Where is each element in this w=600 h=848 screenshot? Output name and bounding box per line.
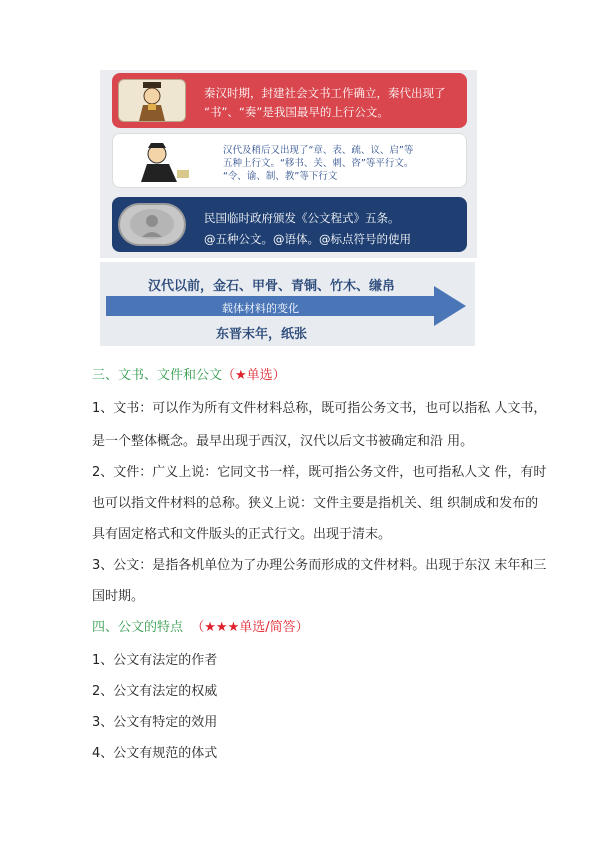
- paragraph-line: 3、公文：是指各机单位为了办理公务而形成的文件材料。出现于东汉 末年和三: [92, 558, 547, 573]
- carrier-material-figure: [100, 262, 475, 346]
- list-item: 3、公文有特定的效用: [92, 715, 218, 730]
- section-heading-4: [92, 616, 309, 635]
- card-text-line: 民国临时政府颁发《公文程式》五条。: [204, 211, 400, 225]
- paper-era-text: 东晋末年，纸张: [216, 327, 308, 342]
- paragraph-line: 1、文书：可以作为所有文件材料总称，既可指公务文书，也可以指私 人文书，: [92, 401, 547, 416]
- list-item: 1、公文有法定的作者: [92, 653, 218, 668]
- republic-card: [112, 197, 467, 252]
- paragraph-line: 具有固定格式和文件版头的正式行文。出现于清末。: [92, 527, 392, 542]
- han-dynasty-card: [112, 133, 467, 188]
- section-title: 四、公文的特点: [92, 620, 184, 635]
- card-text-line: @五种公文。@语体。@标点符号的使用: [204, 232, 411, 246]
- scholar-illustration: [119, 140, 187, 183]
- list-item: 4、公文有规范的体式: [92, 746, 218, 761]
- card-text-line: 秦汉时期，封建社会文书工作确立，秦代出现了: [204, 86, 446, 100]
- card-text-line: “书”、“奏”是我国最早的上行公文。: [204, 105, 389, 119]
- coin-image: [118, 203, 186, 246]
- arrow-label: 载体材料的变化: [222, 302, 299, 315]
- paragraph-line: 2、文件：广义上说：它同文书一样，既可指公务文件，也可指私人文 件，有时: [92, 465, 547, 480]
- paragraph-line: 也可以指文件材料的总称。狭义上说：文件主要是指机关、组 织制成和发布的: [92, 496, 539, 511]
- card-text-line: 汉代及稍后又出现了“章、表、疏、议、启”等: [223, 145, 414, 156]
- list-item: 2、公文有法定的权威: [92, 684, 218, 699]
- emperor-illustration: [118, 79, 186, 122]
- ancient-materials-text: 汉代以前，金石、甲骨、青铜、竹木、缣帛: [148, 279, 396, 294]
- card-text-line: 五种上行文。“移书、关、刺、咨”等平行文。: [223, 158, 414, 169]
- paragraph-line: 是一个整体概念。最早出现于西汉，汉代以后文书被确定和沿 用。: [92, 434, 474, 449]
- question-type-tag: （★★★单选/简答）: [191, 620, 309, 635]
- paragraph-line: 国时期。: [92, 589, 145, 604]
- card-text-line: “令、谕、制、教”等下行文: [223, 171, 338, 182]
- question-type-tag: （★单选）: [222, 368, 286, 383]
- section-title: 三、文书、文件和公文: [92, 368, 223, 383]
- section-heading-3: [92, 364, 286, 383]
- qin-han-card: [112, 73, 467, 128]
- history-figure: [100, 70, 477, 258]
